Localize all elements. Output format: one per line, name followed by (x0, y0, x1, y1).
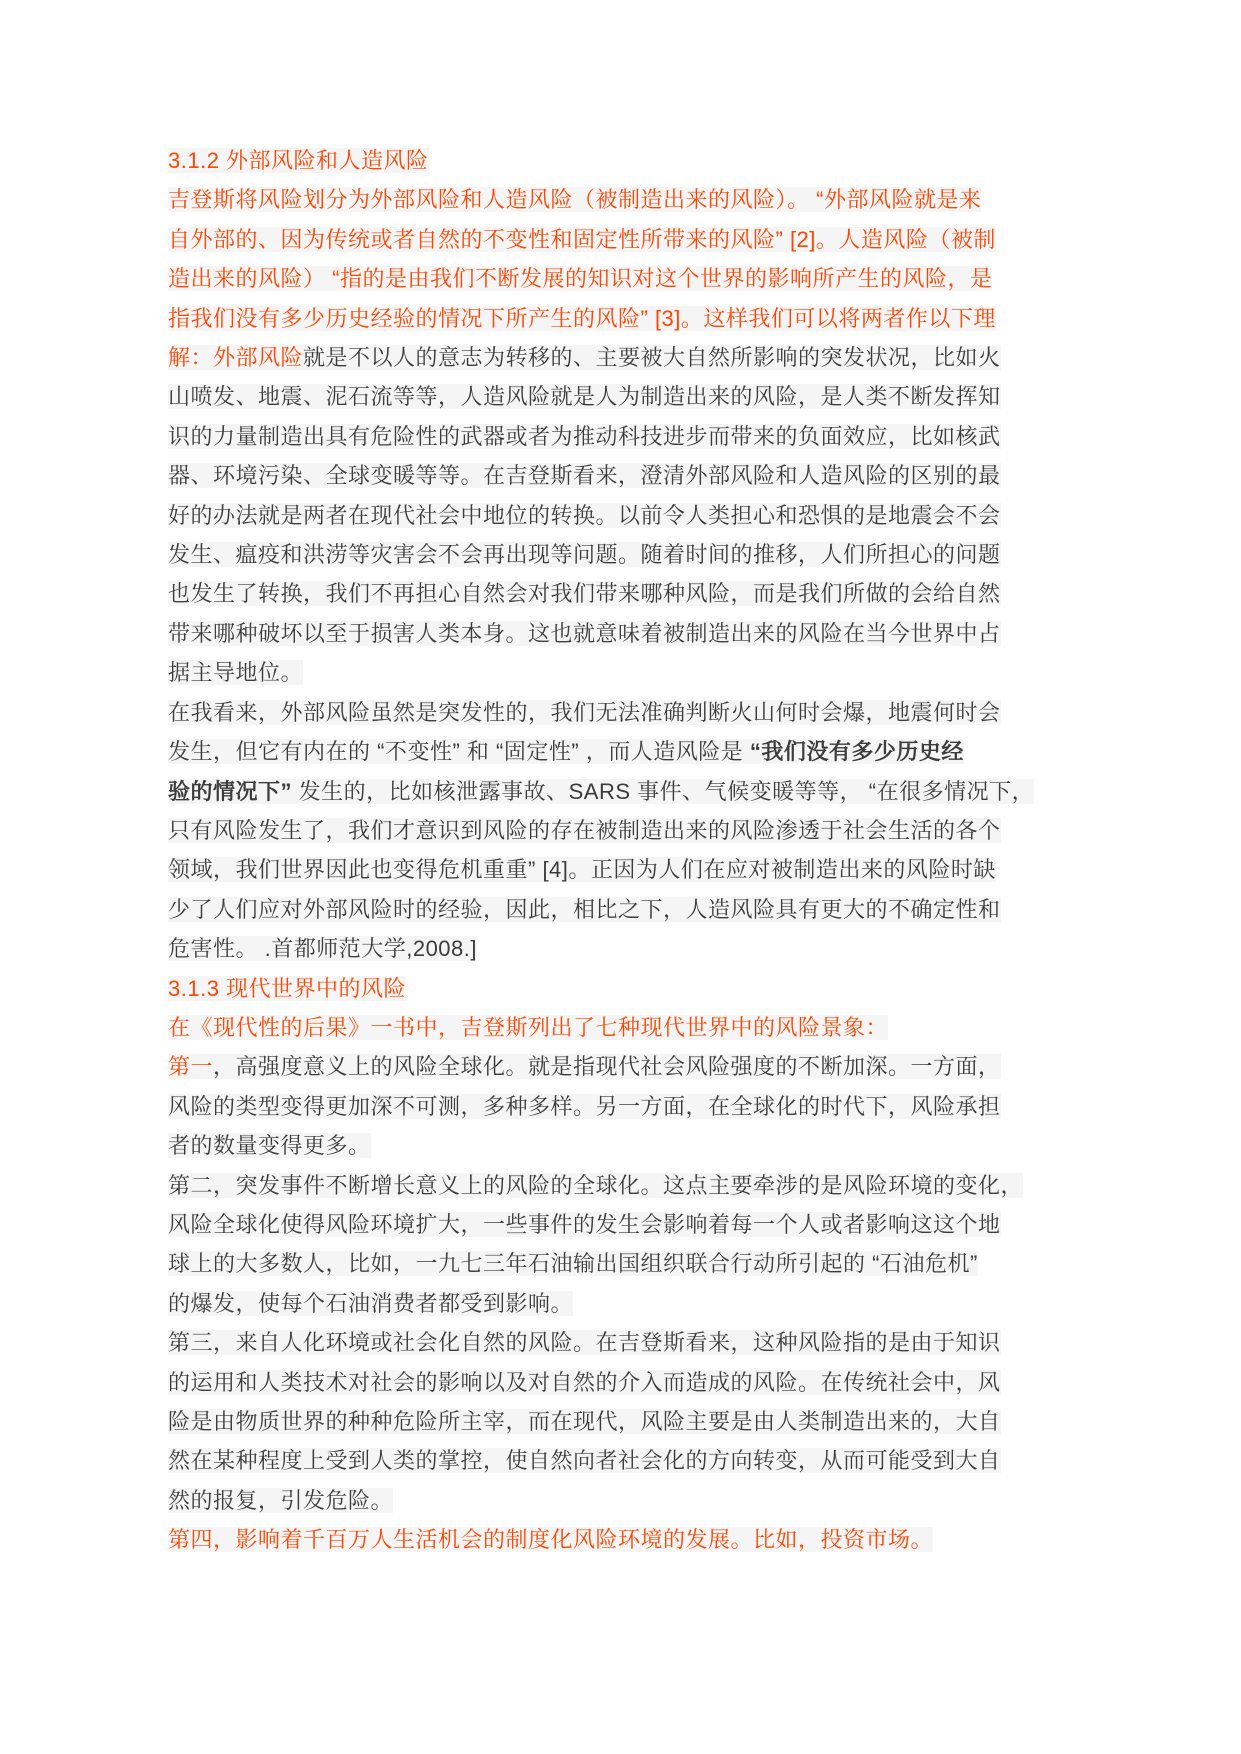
text-line (168, 1402, 1078, 1441)
text-segment: 指我们没有多少历史经验的情况下所产生的风险” [3]。这样我们可以将两者作以下理 (168, 305, 996, 331)
text-line (168, 969, 1078, 1008)
paragraph (168, 693, 1078, 969)
text-segment: 好的办法就是两者在现代社会中地位的转换。以前令人类担心和恐惧的是地震会不会 (168, 502, 1001, 528)
text-line (168, 1323, 1078, 1362)
text-segment: 发生、瘟疫和洪涝等灾害会不会再出现等问题。随着时间的推移，人们所担心的问题 (168, 542, 1001, 568)
text-segment: 吉登斯将风险划分为外部风险和人造风险（被制造出来的风险）。 “外部风险就是来 (168, 187, 982, 213)
text-segment: 3.1.2 外部风险和人造风险 (168, 148, 429, 173)
text-segment: 也发生了转换，我们不再担心自然会对我们带来哪种风险，而是我们所做的会给自然 (168, 581, 1001, 607)
text-segment: 验的情况下” (168, 778, 293, 804)
text-segment: 的爆发，使每个石油消费者都受到影响。 (168, 1290, 574, 1316)
paragraph (168, 1323, 1078, 1520)
text-line (168, 1008, 1078, 1047)
text-line (168, 456, 1078, 495)
text-line (168, 1166, 1078, 1205)
text-line (168, 1481, 1078, 1520)
text-line (168, 417, 1078, 456)
text-segment: 就是不以人的意志为转移的、主要被大自然所影响的突发状况，比如火 (303, 345, 1001, 371)
document-body (168, 141, 1078, 1560)
text-line (168, 1244, 1078, 1283)
paragraph (168, 141, 1078, 180)
text-line (168, 1205, 1078, 1244)
text-line (168, 693, 1078, 732)
paragraph (168, 180, 1078, 692)
text-segment: 第三，来自人化环境或社会化自然的风险。在吉登斯看来，这种风险指的是由于知识 (168, 1330, 1001, 1356)
paragraph (168, 1047, 1078, 1165)
text-segment: 第四，影响着千百万人生活机会的制度化风险环境的发展。比如，投资市场。 (168, 1527, 934, 1553)
text-line (168, 220, 1078, 259)
text-line (168, 1087, 1078, 1126)
text-line (168, 614, 1078, 653)
text-segment: 自外部的、因为传统或者自然的不变性和固定性所带来的风险” [2]。人造风险（被制 (168, 226, 996, 252)
text-segment: 第二，突发事件不断增长意义上的风险的全球化。这点主要牵涉的是风险环境的变化， (168, 1172, 1024, 1198)
text-line (168, 1441, 1078, 1480)
text-line (168, 1363, 1078, 1402)
text-line (168, 377, 1078, 416)
document-page (168, 141, 1078, 1560)
paragraph (168, 1520, 1078, 1559)
paragraph (168, 1166, 1078, 1324)
text-segment: 在《现代性的后果》一书中，吉登斯列出了七种现代世界中的风险景象： (168, 1014, 889, 1040)
text-segment: 只有风险发生了，我们才意识到风险的存在被制造出来的风险渗透于社会生活的各个 (168, 817, 1001, 843)
text-segment: 3.1.3 现代世界中的风险 (168, 975, 407, 1001)
text-line (168, 1126, 1078, 1165)
text-line (168, 890, 1078, 929)
text-line (168, 772, 1078, 811)
text-line (168, 535, 1078, 574)
text-line (168, 574, 1078, 613)
text-segment: 球上的大多数人，比如，一九七三年石油输出国组织联合行动所引起的 “石油危机” (168, 1251, 978, 1277)
text-line (168, 929, 1078, 968)
text-segment: 在我看来，外部风险虽然是突发性的，我们无法准确判断火山何时会爆，地震何时会 (168, 699, 1001, 725)
text-line (168, 850, 1078, 889)
text-segment: 少了人们应对外部风险时的经验，因此，相比之下，人造风险具有更大的不确定性和 (168, 896, 1001, 922)
text-line (168, 811, 1078, 850)
text-segment: 风险全球化使得风险环境扩大，一些事件的发生会影响着每一个人或者影响这这个地 (168, 1211, 1001, 1237)
text-segment: 危害性。 .首都师范大学,2008.] (168, 936, 478, 962)
text-line (168, 653, 1078, 692)
text-segment: 领域，我们世界因此也变得危机重重” [4]。正因为人们在应对被制造出来的风险时缺 (168, 857, 996, 883)
text-segment: 然在某种程度上受到人类的掌控，使自然向者社会化的方向转变，从而可能受到大自 (168, 1448, 1001, 1474)
text-segment: 的运用和人类技术对社会的影响以及对自然的介入而造成的风险。在传统社会中，风 (168, 1369, 1001, 1395)
text-line (168, 299, 1078, 338)
text-line (168, 259, 1078, 298)
text-segment: 造出来的风险） “指的是由我们不断发展的知识对这个世界的影响所产生的风险，是 (168, 266, 993, 292)
text-line (168, 338, 1078, 377)
text-segment: 发生的，比如核泄露事故、SARS 事件、气候变暖等等， “在很多情况下， (292, 778, 1035, 804)
text-segment: 据主导地位。 (168, 660, 304, 686)
text-segment: 山喷发、地震、泥石流等等，人造风险就是人为制造出来的风险，是人类不断发挥知 (168, 384, 1001, 410)
text-line (168, 496, 1078, 535)
text-segment: 者的数量变得更多。 (168, 1133, 371, 1159)
text-segment: ，高强度意义上的风险全球化。就是指现代社会风险强度的不断加深。一方面， (213, 1054, 1001, 1080)
text-segment: 解：外部风险 (168, 345, 304, 371)
paragraph (168, 969, 1078, 1008)
paragraph (168, 1008, 1078, 1047)
text-segment: 发生，但它有内在的 “不变性” 和 “固定性” ，而人造风险是 (168, 739, 750, 765)
text-line (168, 1284, 1078, 1323)
text-segment: 然的报复，引发危险。 (168, 1487, 394, 1513)
text-line (168, 180, 1078, 219)
text-segment: 险是由物质世界的种种危险所主宰，而在现代，风险主要是由人类制造出来的，大自 (168, 1409, 1001, 1434)
text-segment: 带来哪种破坏以至于损害人类本身。这也就意味着被制造出来的风险在当今世界中占 (168, 620, 1001, 646)
text-line (168, 1520, 1078, 1559)
text-line (168, 141, 1078, 180)
text-segment: 风险的类型变得更加深不可测，多种多样。另一方面，在全球化的时代下，风险承担 (168, 1093, 1001, 1119)
text-segment: “我们没有多少历史经 (749, 739, 964, 765)
text-segment: 器、环境污染、全球变暖等等。在吉登斯看来，澄清外部风险和人造风险的区别的最 (168, 463, 1001, 489)
text-line (168, 732, 1078, 771)
text-segment: 识的力量制造出具有危险性的武器或者为推动科技进步而带来的负面效应，比如核武 (168, 423, 1001, 449)
text-line (168, 1047, 1078, 1086)
text-segment: 第一 (168, 1054, 214, 1080)
